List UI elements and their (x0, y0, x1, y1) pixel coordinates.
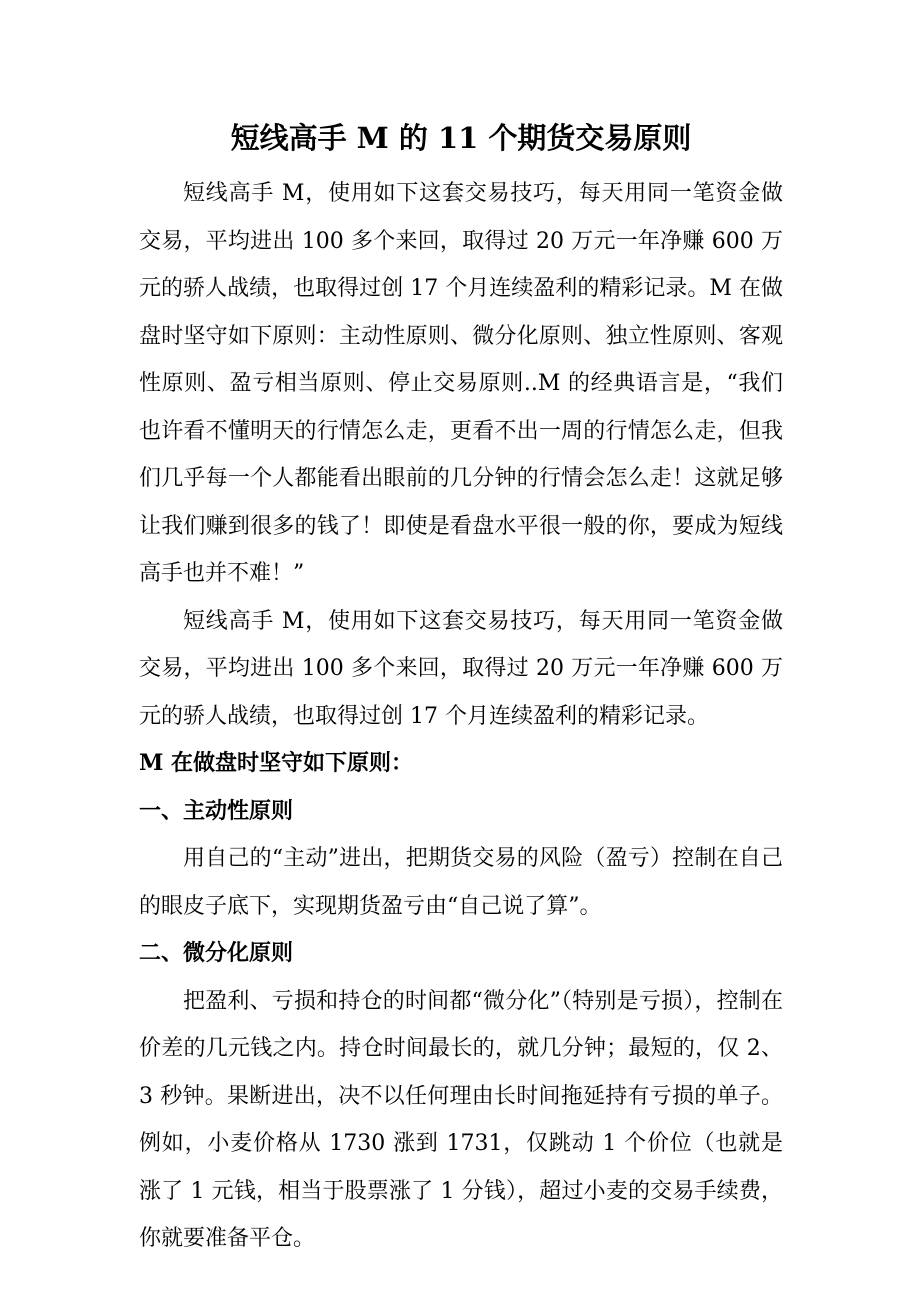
section-heading: 一、主动性原则 (139, 797, 294, 824)
section-heading: 二、微分化原则 (139, 940, 294, 966)
intro-paragraph: 短线高手 M，使用如下这套交易技巧，每天用同一笔资金做交易，平均进出 100 多个来回，取得过 20 万元一年净赚 600 万元的骄人战绩，也取得过创 17 个月连续盈利的精彩记录。M 在做盘时坚守如下原则：主动性原则、微分化原则、独立性原则、客观性原则、盈亏相当原则、停止交易原则..M 的经典语言是，“我们也许看不懂明天的行情怎么走，更看不出一周的行情怎么走，但我们几乎每一个人都能看出眼前的几分钟的行情会怎么走！这就足够让我们赚到很多的钱了！即使是看盘水平很一般的你，要成为短线高手也并不难！” (139, 181, 783, 586)
principles-lead: M 在做盘时坚守如下原则： (139, 750, 414, 776)
section-body: 把盈利、亏损和持仓的时间都“微分化”（特别是亏损），控制在价差的几元钱之内。持仓时间最长的，就几分钟；最短的，仅 2、3 秒钟。果断进出，决不以任何理由长时间拖延持有亏损的单子。例如，小麦价格从 1730 涨到 1731，仅跳动 1 个价位（也就是涨了 1 元钱，相当于股票涨了 1 分钱），超过小麦的交易手续费，你就要准备平仓。 (139, 988, 783, 1251)
document-body (139, 118, 783, 1263)
section-body: 用自己的“主动”进出，把期货交易的风险（盈亏）控制在自己的眼皮子底下，实现期货盈亏由“自己说了算”。 (139, 846, 783, 919)
document-title: 短线高手 M 的 11 个期货交易原则 (230, 121, 692, 155)
intro-paragraph: 短线高手 M，使用如下这套交易技巧，每天用同一笔资金做交易，平均进出 100 多个来回，取得过 20 万元一年净赚 600 万元的骄人战绩，也取得过创 17 个月连续盈利的精彩记录。 (139, 608, 783, 729)
